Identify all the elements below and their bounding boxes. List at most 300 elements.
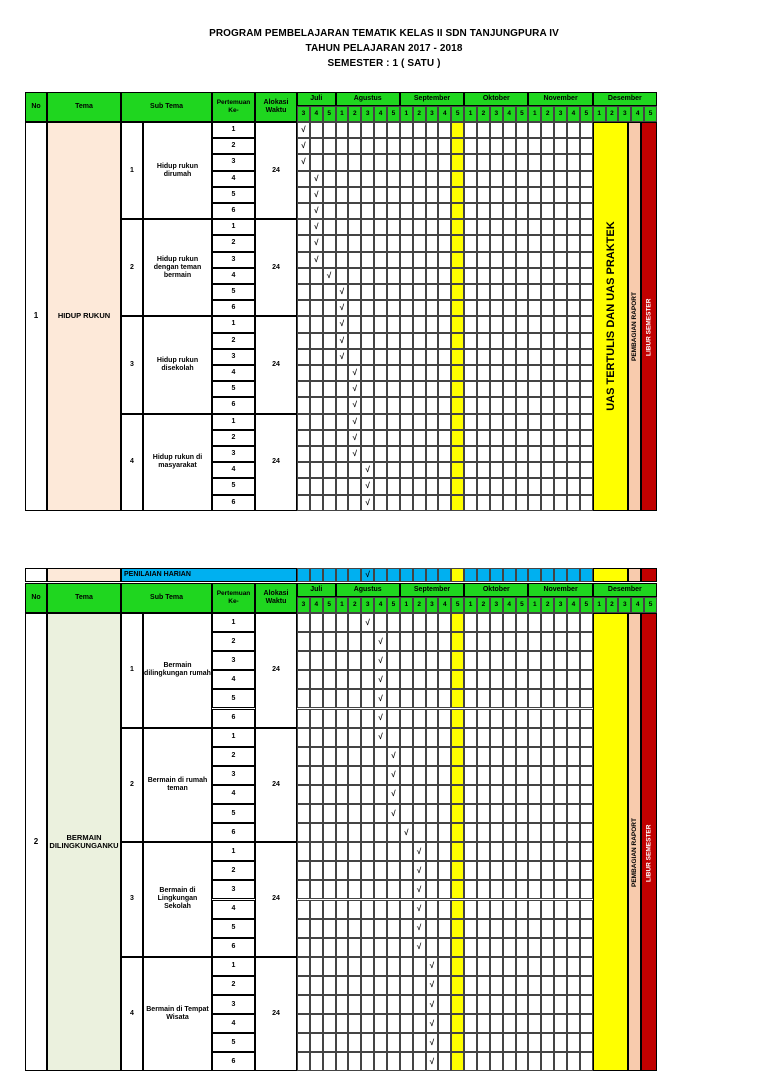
week-cell: 5 [516,106,529,122]
schedule-cell [490,446,503,462]
schedule-cell [323,381,336,397]
header-subtema: Sub Tema [121,583,212,613]
schedule-cell [464,349,477,365]
schedule-cell [516,284,529,300]
schedule-cell [400,478,413,494]
schedule-cell [323,728,336,747]
schedule-cell [374,333,387,349]
week-cell: 4 [567,597,580,613]
check-mark: √ [352,432,358,442]
schedule-cell [477,122,490,138]
schedule-cell [528,976,541,995]
pertemuan-number: 6 [212,709,255,728]
week-cell: 1 [464,597,477,613]
schedule-cell [413,381,426,397]
schedule-cell [438,284,451,300]
schedule-cell [554,171,567,187]
schedule-cell [451,171,464,187]
schedule-cell [400,138,413,154]
schedule-cell [297,995,310,1014]
schedule-cell [438,430,451,446]
schedule-cell [580,187,593,203]
schedule-cell [361,938,374,957]
schedule-cell [516,478,529,494]
schedule-cell [297,171,310,187]
schedule-cell [464,900,477,919]
schedule-cell [464,957,477,976]
schedule-cell [490,495,503,511]
schedule-cell [451,689,464,708]
schedule-cell [297,462,310,478]
schedule-cell [503,651,516,670]
check-mark: √ [429,1018,435,1028]
schedule-cell [400,333,413,349]
schedule-cell [374,171,387,187]
schedule-cell [413,316,426,332]
schedule-cell [323,670,336,689]
schedule-cell [490,861,503,880]
schedule-cell [477,365,490,381]
schedule-cell [348,804,361,823]
schedule-cell [528,187,541,203]
header-tema: Tema [47,583,121,613]
schedule-cell [426,349,439,365]
schedule-cell [554,252,567,268]
penilaian-cell [374,568,387,582]
penilaian-cell [464,568,477,582]
schedule-cell [348,333,361,349]
schedule-cell [348,122,361,138]
schedule-cell [490,804,503,823]
schedule-cell [413,785,426,804]
schedule-cell [387,138,400,154]
schedule-cell [490,842,503,861]
schedule-cell [490,1052,503,1071]
raport-label: PEMBAGIAN RAPORT [631,818,639,888]
check-mark: √ [314,222,319,232]
check-mark: √ [314,173,319,183]
schedule-cell [438,446,451,462]
schedule-cell [464,333,477,349]
month-desember: Desember [593,583,657,597]
schedule-cell [451,938,464,957]
pertemuan-number: 6 [212,300,255,316]
schedule-cell [554,670,567,689]
schedule-cell [580,938,593,957]
week-cell: 4 [631,106,644,122]
schedule-cell [477,1033,490,1052]
schedule-cell [503,495,516,511]
schedule-cell [438,957,451,976]
schedule-cell [297,381,310,397]
header-alokasi: Alokasi Waktu [255,92,297,122]
schedule-cell [400,462,413,478]
schedule-cell [400,766,413,785]
alokasi-value: 24 [255,613,297,728]
schedule-cell [438,219,451,235]
schedule-cell [438,766,451,785]
schedule-cell [580,349,593,365]
schedule-cell [400,219,413,235]
schedule-cell [528,300,541,316]
schedule-cell [528,957,541,976]
schedule-cell [336,397,349,413]
schedule-cell [554,1014,567,1033]
schedule-cell [413,651,426,670]
schedule-cell [567,316,580,332]
subtema-name: Hidup rukun dirumah [143,122,212,219]
schedule-cell [323,446,336,462]
schedule-cell [348,1014,361,1033]
schedule-cell [400,414,413,430]
pertemuan-number: 3 [212,651,255,670]
schedule-cell [541,880,554,899]
schedule-cell [580,651,593,670]
schedule-cell [438,478,451,494]
schedule-cell [477,171,490,187]
subtema-number: 2 [121,728,143,843]
schedule-cell [567,842,580,861]
schedule-cell [387,632,400,651]
schedule-cell [297,430,310,446]
schedule-cell [477,804,490,823]
schedule-cell [310,728,323,747]
schedule-cell [323,316,336,332]
week-cell: 3 [426,597,439,613]
schedule-cell [310,823,323,842]
subtema-number: 2 [121,219,143,316]
schedule-cell [541,747,554,766]
schedule-cell [336,171,349,187]
schedule-cell [438,976,451,995]
schedule-cell [348,268,361,284]
schedule-cell [464,861,477,880]
schedule-cell [503,446,516,462]
week-cell: 4 [503,597,516,613]
schedule-cell [451,785,464,804]
schedule-cell [477,651,490,670]
schedule-cell [438,381,451,397]
schedule-cell [361,670,374,689]
schedule-cell [336,430,349,446]
schedule-cell [528,381,541,397]
penilaian-cell [516,568,529,582]
schedule-cell [580,861,593,880]
schedule-cell [400,728,413,747]
schedule-cell [464,938,477,957]
schedule-cell [580,171,593,187]
schedule-cell [516,1052,529,1071]
schedule-cell [554,333,567,349]
schedule-cell [567,976,580,995]
schedule-cell [387,1014,400,1033]
schedule-cell [336,462,349,478]
schedule-cell [541,976,554,995]
schedule-cell [554,349,567,365]
schedule-cell [336,632,349,651]
schedule-cell [310,333,323,349]
schedule-cell [426,284,439,300]
schedule-cell [361,1014,374,1033]
schedule-cell [503,462,516,478]
schedule-cell [438,495,451,511]
schedule-cell [336,138,349,154]
schedule-cell [323,957,336,976]
schedule-cell [541,689,554,708]
schedule-cell [426,203,439,219]
schedule-cell [297,880,310,899]
pertemuan-number: 5 [212,381,255,397]
schedule-cell [503,397,516,413]
schedule-cell [387,1052,400,1071]
schedule-cell [438,187,451,203]
pertemuan-number: 1 [212,414,255,430]
schedule-cell [528,900,541,919]
schedule-cell [336,1014,349,1033]
schedule-cell [477,495,490,511]
schedule-cell [348,219,361,235]
schedule-cell [297,842,310,861]
pertemuan-number: 4 [212,785,255,804]
schedule-cell [580,252,593,268]
schedule-cell [451,842,464,861]
schedule-cell [580,995,593,1014]
schedule-cell [348,670,361,689]
month-desember: Desember [593,92,657,106]
schedule-cell [541,995,554,1014]
pertemuan-number: 1 [212,728,255,747]
schedule-cell [413,632,426,651]
schedule-cell [503,747,516,766]
check-mark: √ [314,254,319,264]
penilaian-cell [503,568,516,582]
schedule-cell [541,957,554,976]
schedule-cell [516,154,529,170]
schedule-cell [297,446,310,462]
schedule-cell [374,203,387,219]
check-mark: √ [404,827,409,837]
check-mark: √ [429,1056,435,1066]
schedule-cell [426,122,439,138]
schedule-cell [310,900,323,919]
schedule-cell [451,823,464,842]
schedule-cell [310,316,323,332]
schedule-cell [477,670,490,689]
penilaian-harian-label: PENILAIAN HARIAN [121,568,297,582]
schedule-cell [567,632,580,651]
raport-label: PEMBAGIAN RAPORT [631,292,639,362]
schedule-cell [490,747,503,766]
schedule-cell [297,1033,310,1052]
strip-tema [47,568,121,582]
schedule-cell [348,766,361,785]
schedule-cell [336,919,349,938]
schedule-cell [580,414,593,430]
schedule-cell [361,235,374,251]
schedule-cell [361,316,374,332]
schedule-cell [361,349,374,365]
schedule-cell [323,747,336,766]
week-cell: 5 [580,597,593,613]
schedule-cell [567,995,580,1014]
schedule-cell [323,995,336,1014]
schedule-cell [451,670,464,689]
schedule-cell [374,804,387,823]
schedule-cell [336,381,349,397]
header-pertemuan: Pertemuan Ke- [212,92,255,122]
schedule-cell [554,154,567,170]
schedule-cell [477,976,490,995]
schedule-cell [336,414,349,430]
check-mark: √ [429,980,435,990]
schedule-cell [413,804,426,823]
schedule-cell [348,349,361,365]
schedule-cell [516,495,529,511]
week-cell: 4 [374,106,387,122]
pertemuan-number: 5 [212,284,255,300]
schedule-cell [541,462,554,478]
schedule-cell [323,766,336,785]
schedule-cell [323,495,336,511]
schedule-cell [336,268,349,284]
schedule-cell [516,252,529,268]
schedule-cell [400,919,413,938]
schedule-cell [361,122,374,138]
schedule-cell [528,804,541,823]
check-mark: √ [378,674,383,684]
schedule-cell [541,365,554,381]
check-mark: √ [314,206,319,216]
schedule-cell [451,919,464,938]
schedule-cell [580,804,593,823]
schedule-cell [490,632,503,651]
schedule-cell [516,446,529,462]
schedule-cell [477,900,490,919]
schedule-cell [541,938,554,957]
schedule-cell [451,728,464,747]
schedule-cell [490,900,503,919]
schedule-cell [490,219,503,235]
schedule-cell [567,268,580,284]
schedule-cell [426,689,439,708]
schedule-cell [490,203,503,219]
schedule-cell [567,219,580,235]
check-mark: √ [378,693,383,703]
schedule-cell [464,203,477,219]
pertemuan-number: 5 [212,919,255,938]
schedule-cell [464,122,477,138]
schedule-cell [387,861,400,880]
schedule-cell [567,880,580,899]
schedule-cell [438,670,451,689]
schedule-cell [336,252,349,268]
schedule-cell [387,219,400,235]
alokasi-value: 24 [255,122,297,219]
schedule-cell [374,900,387,919]
schedule-cell [451,747,464,766]
schedule-cell [426,154,439,170]
schedule-cell [297,397,310,413]
check-mark: √ [301,157,306,167]
schedule-cell [554,235,567,251]
check-mark: √ [314,189,319,199]
schedule-cell [477,785,490,804]
schedule-cell [387,349,400,365]
schedule-cell [361,138,374,154]
week-cell: 3 [361,597,374,613]
alokasi-value: 24 [255,316,297,413]
schedule-cell [361,171,374,187]
schedule-cell [323,154,336,170]
schedule-cell [297,365,310,381]
schedule-cell [490,414,503,430]
schedule-cell [464,670,477,689]
schedule-cell [400,632,413,651]
penilaian-cell [451,568,464,582]
schedule-cell [541,919,554,938]
schedule-cell [348,842,361,861]
schedule-cell [336,900,349,919]
schedule-cell [361,381,374,397]
schedule-cell [580,1033,593,1052]
schedule-cell [323,478,336,494]
schedule-cell [567,446,580,462]
schedule-cell [451,446,464,462]
schedule-cell [528,478,541,494]
subtema-number: 3 [121,316,143,413]
schedule-cell [310,138,323,154]
schedule-cell [336,446,349,462]
schedule-cell [451,632,464,651]
schedule-cell [554,976,567,995]
schedule-cell [387,689,400,708]
schedule-cell [528,122,541,138]
schedule-cell [374,187,387,203]
schedule-cell [490,938,503,957]
schedule-cell [387,919,400,938]
schedule-cell [464,478,477,494]
check-mark: √ [339,351,345,361]
schedule-cell [310,842,323,861]
schedule-cell [374,1052,387,1071]
week-cell: 4 [503,106,516,122]
schedule-cell [336,1033,349,1052]
schedule-cell [438,154,451,170]
schedule-cell [361,1052,374,1071]
schedule-cell [426,632,439,651]
schedule-cell [438,632,451,651]
schedule-cell [361,689,374,708]
schedule-cell [503,632,516,651]
schedule-cell [348,632,361,651]
schedule-cell [490,333,503,349]
schedule-cell [426,316,439,332]
schedule-cell [361,632,374,651]
schedule-cell [477,728,490,747]
schedule-cell [310,365,323,381]
schedule-cell [451,880,464,899]
schedule-cell [464,709,477,728]
month-juli: Juli [297,92,336,106]
schedule-cell [413,478,426,494]
schedule-cell [554,861,567,880]
schedule-cell [464,138,477,154]
pertemuan-number: 2 [212,333,255,349]
schedule-cell [426,823,439,842]
month-september: September [400,92,464,106]
schedule-cell [413,823,426,842]
schedule-cell [310,349,323,365]
